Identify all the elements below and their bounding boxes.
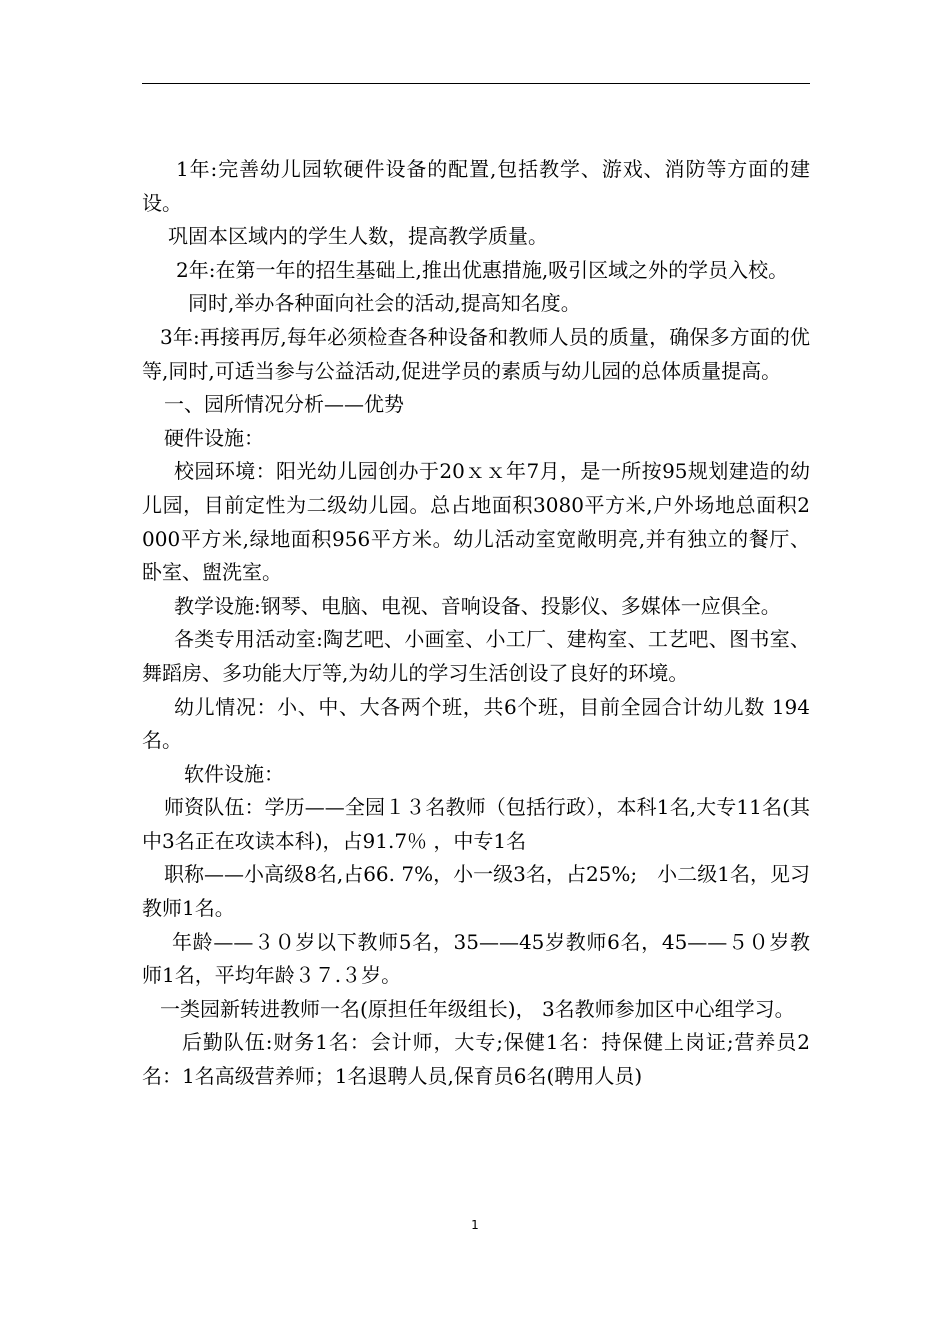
- paragraph-age: 年龄——３０岁以下教师5名，35——45岁教师6名，45——５０岁教师1名，平均年龄３７.３岁。: [142, 929, 810, 988]
- document-body: [142, 153, 810, 1094]
- subheading-software: 软件设施：: [184, 761, 284, 786]
- paragraph-activities: 同时,举办各种面向社会的活动,提高知名度。: [188, 291, 581, 316]
- paragraph-year-2: 2年:在第一年的招生基础上,推出优惠措施,吸引区域之外的学员入校。: [176, 257, 789, 282]
- paragraph-activity-rooms: 各类专用活动室:陶艺吧、小画室、小工厂、建构室、工艺吧、图书室、舞蹈房、多功能大厅等,为幼儿的学习生活创设了良好的环境。: [142, 627, 810, 685]
- paragraph-children: 幼儿情况：小、中、大各两个班，共6个班，目前全园合计幼儿数 194 名。: [142, 694, 810, 753]
- paragraph-campus-environment: 校园环境：阳光幼儿园创办于20ｘｘ年7月，是一所按95规划建造的幼儿园，目前定性为二级幼儿园。总占地面积3080平方米,户外场地总面积2 000平方米,绿地面积956平方米。幼儿活动室宽敞明亮,并有独立的餐厅、卧室、盥洗室。: [142, 459, 810, 585]
- paragraph-year-3: 3年:再接再厉,每年必须检查各种设备和教师人员的质量，确保多方面的优等,同时,可适当参与公益活动,促进学员的素质与幼儿园的总体质量提高。: [142, 324, 810, 383]
- paragraph-teaching-staff: 师资队伍：学历——全园１３名教师（包括行政），本科1名,大专11名(其中3名正在攻读本科)，占91.7％ ，中专1名: [142, 795, 810, 853]
- subheading-hardware: 硬件设施：: [164, 425, 264, 450]
- paragraph-titles: 职称——小高级8名,占66. 7%，小一级3名，占25%; 小二级1名，见习教师1名。: [142, 862, 810, 921]
- paragraph-teaching-facilities: 教学设施:钢琴、电脑、电视、音响设备、投影仪、多媒体一应俱全。: [174, 593, 781, 618]
- section-heading-analysis: 一、园所情况分析——优势: [164, 392, 404, 417]
- paragraph-logistics: 后勤队伍:财务1名：会计师，大专;保健1名：持保健上岗证;营养员2名：1名高级营养师；1名退聘人员,保育员6名(聘用人员): [142, 1030, 810, 1089]
- paragraph-transfer: 一类园新转进教师一名(原担任年级组长)， 3名教师参加区中心组学习。: [160, 996, 795, 1021]
- paragraph-consolidate: 巩固本区域内的学生人数，提高教学质量。: [168, 224, 548, 249]
- page-number: 1: [471, 1218, 479, 1232]
- paragraph-year-1: 1年:完善幼儿园软硬件设备的配置,包括教学、游戏、消防等方面的建设。: [142, 157, 810, 215]
- header-rule: [142, 83, 810, 84]
